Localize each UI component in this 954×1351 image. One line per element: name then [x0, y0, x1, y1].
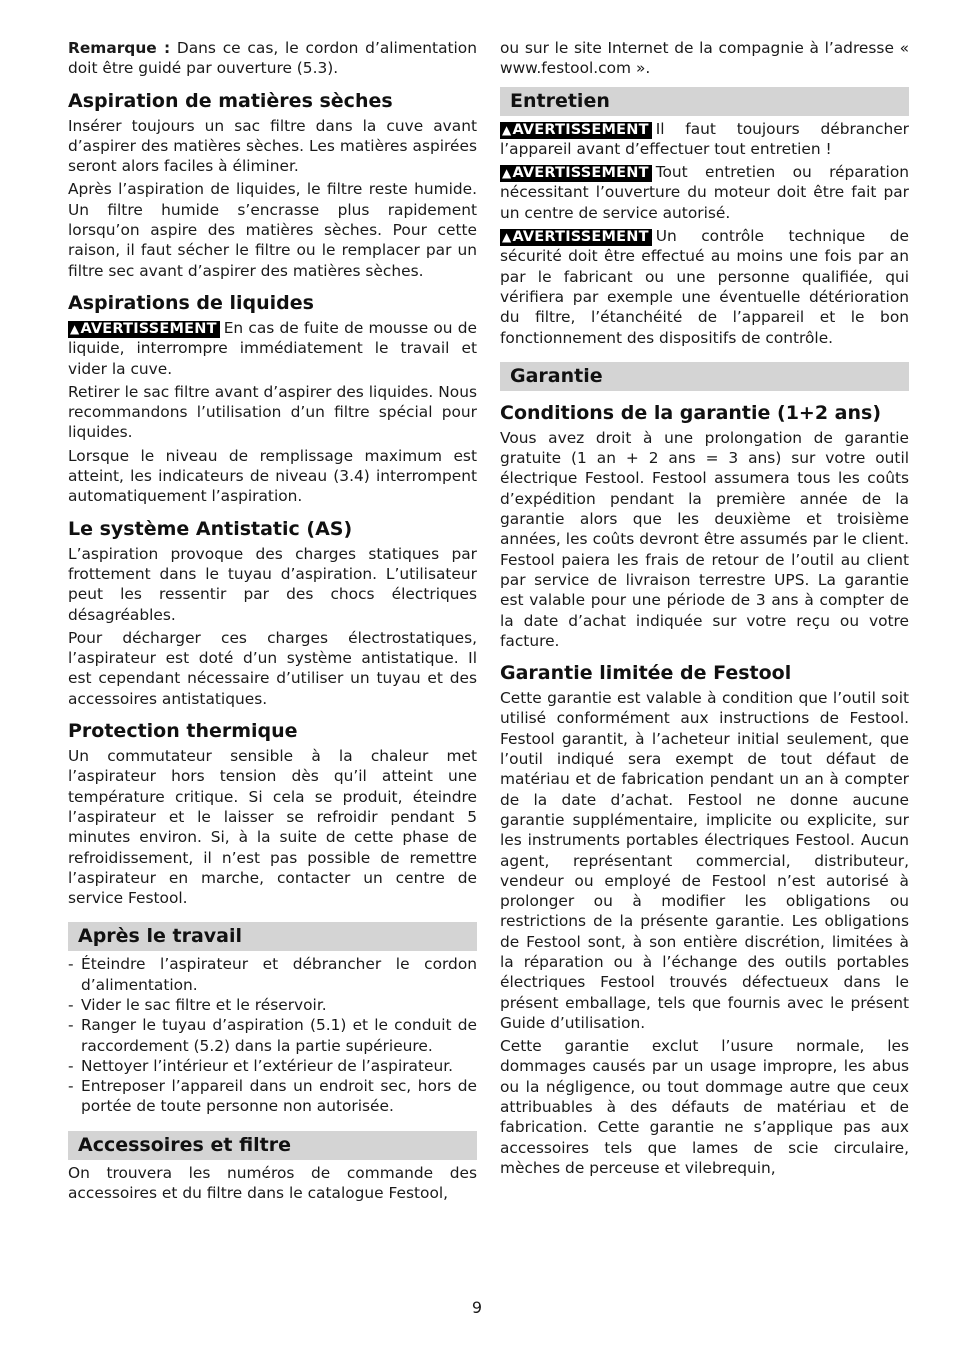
- warning-badge-label: AVERTISSEMENT: [512, 121, 649, 138]
- dry-heading: Aspiration de matières sèches: [68, 89, 393, 112]
- dry-paragraph-1: Insérer toujours un sac filtre dans la cuve avant d’aspirer des matières sèches. Les matières aspirées seront alors faciles à éliminer.: [68, 116, 477, 176]
- dry-paragraph-2: Après l’aspiration de liquides, le filtre reste humide. Un filtre humide s’encrasse plus rapidement lorsqu’on aspire des matières sèches. Pour cette raison, il faut sécher le filtre ou le remplacer par un filtre sec avant d’aspirer des matières sèches.: [68, 180, 477, 280]
- conditions-heading: Conditions de la garantie (1+2 ans): [500, 401, 882, 424]
- left-column: [68, 38, 477, 1206]
- accessories-continued: ou sur le site Internet de la compagnie à l’adresse « www.festool.com ».: [500, 39, 909, 78]
- limited-warranty-paragraph-1: Cette garantie est valable à condition que l’outil soit utilisé conformément aux instructions de Festool. Festool garantit, à l’acheteur initial seulement, que l’outil indiqué sera exempt de tout défaut de matériau et de fabrication pendant un an à compter de la date d’achat. Festool ne donne aucune garantie supplémentaire, implicite ou explicite, sur les instruments portables électriques Festool. Aucun agent, représentant commercial, distributeur, vendeur ou employé de Festool n’est autorisé à prolonger ou à modifier les obligations ou restrictions de la présente garantie. Les obligations de Festool sont, à son entière discrétion, limitées à la réparation ou à l’échange des outils portables électriques Festool trouvés défectueux dans le présent emballage, tels que fournis avec le présent Guide d’utilisation.: [500, 689, 909, 1032]
- antistatic-paragraph-1: L’aspiration provoque des charges statiques par frottement dans le tuyau d’aspiration. L’utilisateur peut les ressentir par des chocs électriques désagréables.: [68, 544, 477, 624]
- warning-badge-label: AVERTISSEMENT: [512, 165, 649, 182]
- warning-triangle-icon: ▲: [70, 321, 80, 336]
- warning-badge: [500, 229, 652, 246]
- limited-warranty-heading: Garantie limitée de Festool: [500, 662, 792, 685]
- maintenance-warning-2-text: Tout entretien ou réparation nécessitant l’ouverture du moteur doit être fait par un centre de service autorisé.: [500, 163, 909, 222]
- liquid-paragraph-1: Retirer le sac filtre avant d’aspirer des liquides. Nous recommandons l’utilisation d’un filtre spécial pour liquides.: [68, 382, 477, 442]
- limited-warranty-paragraph-2: Cette garantie exclut l’usure normale, les dommages causés par un usage impropre, les abus ou la négligence, ou tout dommage autre que ceux attribuables à des défauts de matériau et de fabrication. Cette garantie ne s’applique pas aux accessoires tels que lames de scie circulaire, mèches de perceuse et vilebrequin,: [500, 1037, 909, 1177]
- remark-paragraph: [68, 38, 477, 79]
- remark-text: Dans ce cas, le cordon d’alimentation doit être guidé par ouverture (5.3).: [68, 39, 477, 78]
- antistatic-paragraph-2: Pour décharger ces charges électrostatiques, l’aspirateur est doté d’un système antistatique. Il est cependant nécessaire d’utiliser un tuyau et des accessoires antistatiques.: [68, 628, 477, 708]
- warning-badge-label: AVERTISSEMENT: [512, 229, 649, 246]
- accessories-section-bar: Accessoires et filtre: [68, 1131, 477, 1160]
- accessories-paragraph: On trouvera les numéros de commande des accessoires et du filtre dans le catalogue Festool,: [68, 1163, 477, 1203]
- liquid-paragraph-2: Lorsque le niveau de remplissage maximum est atteint, les indicateurs de niveau (3.4) interrompent automatiquement l’aspiration.: [68, 446, 477, 506]
- warning-badge: [68, 321, 220, 338]
- maintenance-warning-2: [500, 162, 909, 223]
- maintenance-section-bar: Entretien: [500, 87, 909, 116]
- maintenance-warning-1-text: Il faut toujours débrancher l’appareil avant d’effectuer tout entretien !: [500, 119, 909, 158]
- thermal-heading: Protection thermique: [68, 720, 298, 743]
- remark-label: Remarque :: [68, 39, 171, 57]
- liquid-warning-paragraph: [68, 318, 477, 379]
- list-item: - Nettoyer l’intérieur et l’extérieur de l’aspirateur.: [68, 1056, 477, 1076]
- warning-badge-label: AVERTISSEMENT: [80, 320, 217, 337]
- after-work-section-bar: Après le travail: [68, 922, 477, 951]
- thermal-paragraph: Un commutateur sensible à la chaleur met l’aspirateur hors tension dès qu’il atteint une température critique. Si cela se produit, éteindre l’aspirateur et le laisser se refroidir pendant 5 minutes environ. Si, à la suite de cette phase de refroidissement, il n’est pas possible de remettre l’aspirateur en marche, contacter un centre de service Festool.: [68, 747, 477, 908]
- conditions-paragraph: Vous avez droit à une prolongation de garantie gratuite (1 an + 2 ans = 3 ans) sur votre outil électrique Festool. Festool assumera tous les coûts d’expédition pendant la première année de la garantie alors que les deuxième et troisième années, les coûts devront être assumés par le client. Festool paiera les frais de retour de l’outil au client par service de livraison terrestre UPS. La garantie est valable pour une période de 3 ans à compter de la date d’achat indiquée sur votre reçu ou votre facture.: [500, 428, 909, 650]
- maintenance-warning-1: [500, 119, 909, 160]
- list-item: - Éteindre l’aspirateur et débrancher le cordon d’alimentation.: [68, 954, 477, 995]
- page-number: 9: [471, 1298, 483, 1317]
- warning-triangle-icon: ▲: [502, 230, 512, 245]
- after-work-list: [68, 954, 477, 1116]
- liquid-warning-text: En cas de fuite de mousse ou de liquide, interrompre immédiatement le travail et vider la cuve.: [68, 318, 477, 378]
- antistatic-heading: Le système Antistatic (AS): [68, 517, 353, 540]
- maintenance-warning-3: [500, 226, 909, 348]
- right-column: [500, 38, 909, 1181]
- list-item: - Entreposer l’appareil dans un endroit sec, hors de portée de toute personne non autorisée.: [68, 1076, 477, 1117]
- liquid-heading: Aspirations de liquides: [68, 291, 314, 314]
- list-item: - Ranger le tuyau d’aspiration (5.1) et le conduit de raccordement (5.2) dans la partie supérieure.: [68, 1015, 477, 1056]
- maintenance-warning-3-text: Un contrôle technique de sécurité doit être effectué au moins une fois par an par le fabricant ou une personne qualifiée, qui vérifiera par exemple une éventuelle détérioration du filtre, l’étanchéité de l’appareil et le bon fonctionnement des dispositifs de contrôle.: [500, 227, 909, 347]
- warranty-section-bar: Garantie: [500, 362, 909, 391]
- warning-triangle-icon: ▲: [502, 122, 512, 137]
- warning-triangle-icon: ▲: [502, 166, 512, 181]
- warning-badge: [500, 122, 652, 139]
- list-item: - Vider le sac filtre et le réservoir.: [68, 995, 477, 1015]
- warning-badge: [500, 165, 652, 182]
